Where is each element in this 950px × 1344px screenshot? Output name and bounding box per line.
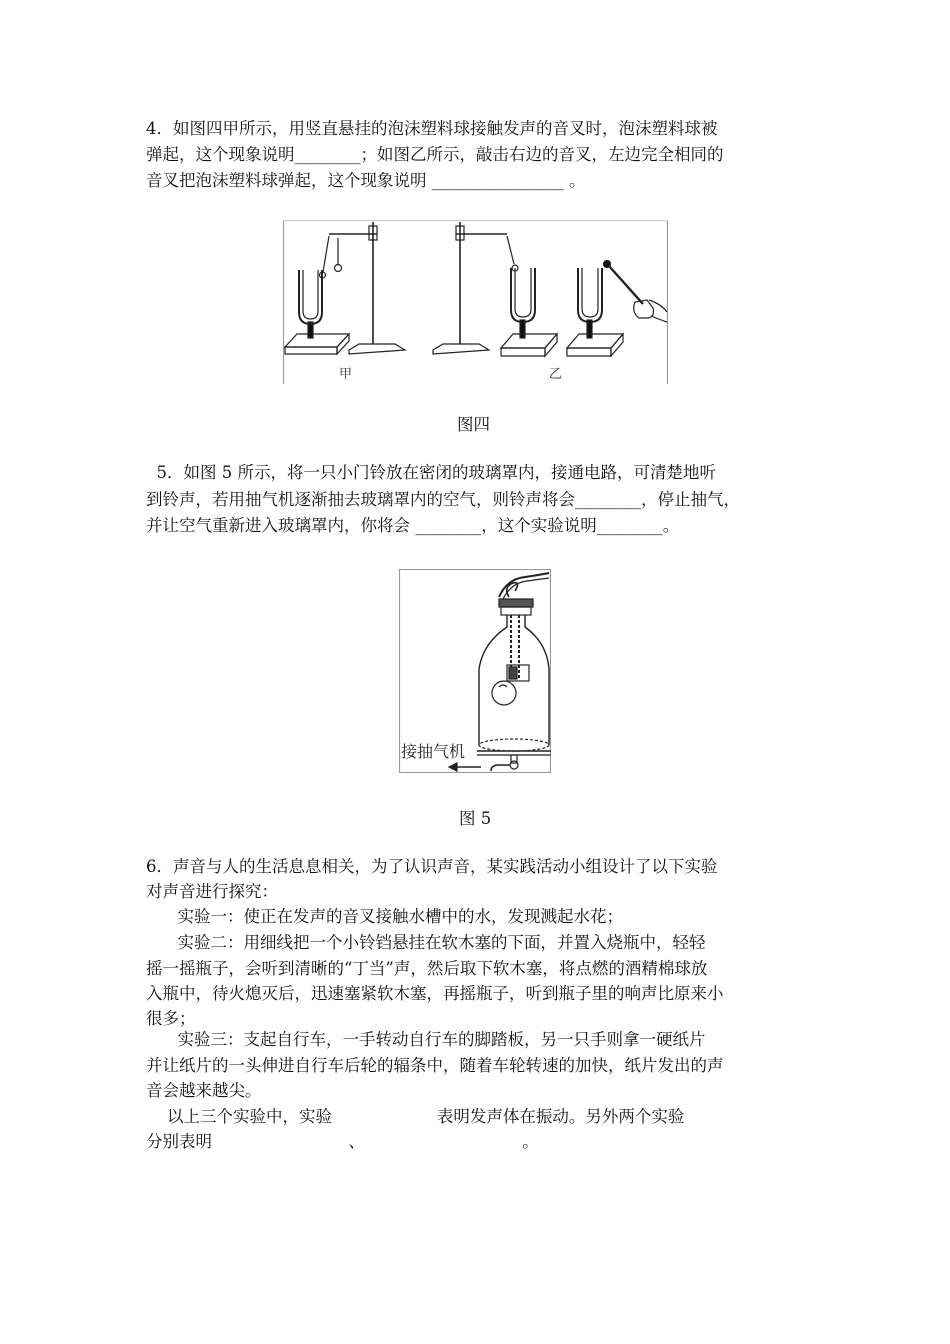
figure-5-caption: 图 5 [459, 809, 492, 828]
q5-line-2: 到铃声，若用抽气机逐渐抽去玻璃罩内的空气，则铃声将会________，停止抽气， [146, 490, 740, 509]
q6-line-5: 摇一摇瓶子，会听到清晰的“丁当”声，然后取下软木塞，将点燃的酒精棉球放 [146, 959, 708, 978]
q4-line-3: 音叉把泡沫塑料球弹起，这个现象说明 ________________ 。 [146, 171, 586, 190]
figure-4-tuning-forks [283, 220, 668, 384]
q6-line-4: 实验二：用细线把一个小铃铛悬挂在软木塞的下面，并置入烧瓶中，轻轻 [146, 933, 706, 952]
q6-line-12: 分别表明 、 。 [146, 1132, 539, 1151]
q6-line-11: 以上三个实验中，实验 表明发声体在振动。另外两个实验 [146, 1107, 685, 1126]
figure-5-bell-jar [399, 569, 551, 773]
q6-line-1: 6．声音与人的生活息息相关，为了认识声音，某实践活动小组设计了以下实验 [146, 857, 718, 876]
q6-line-6: 入瓶中，待火熄灭后，迅速塞紧软木塞，再摇瓶子，听到瓶子里的响声比原来小 [146, 984, 724, 1003]
figure-5-vacuum-pump-label: 接抽气机 [401, 744, 466, 761]
tuning-fork-illustration [283, 220, 668, 384]
q6-line-9: 并让纸片的一头伸进自行车后轮的辐条中，随着车轮转速的加快，纸片发出的声 [146, 1056, 724, 1075]
bell-jar-illustration [399, 569, 551, 773]
q6-line-2: 对声音进行探究： [146, 882, 278, 901]
q5-line-1: 5．如图 5 所示，将一只小门铃放在密闭的玻璃罩内，接通电路，可清楚地听 [146, 463, 716, 482]
figure-4-label-left: 甲 [339, 366, 353, 381]
q6-line-8: 实验三：支起自行车，一手转动自行车的脚踏板，另一只手则拿一硬纸片 [146, 1030, 706, 1049]
q4-line-1: 4．如图四甲所示，用竖直悬挂的泡沫塑料球接触发声的音叉时，泡沫塑料球被 [146, 119, 718, 138]
q4-line-2: 弹起，这个现象说明________；如图乙所示，敲击右边的音叉，左边完全相同的 [146, 145, 724, 164]
q6-line-7: 很多； [146, 1009, 196, 1028]
figure-4-label-right: 乙 [549, 366, 563, 381]
figure-4-caption: 图四 [457, 415, 490, 434]
q5-line-3: 并让空气重新进入玻璃罩内，你将会 ________，这个实验说明________。 [146, 516, 680, 535]
q6-line-10: 音会越来越尖。 [146, 1081, 262, 1100]
q6-line-3: 实验一：使正在发声的音叉接触水槽中的水，发现溅起水花； [146, 907, 623, 926]
